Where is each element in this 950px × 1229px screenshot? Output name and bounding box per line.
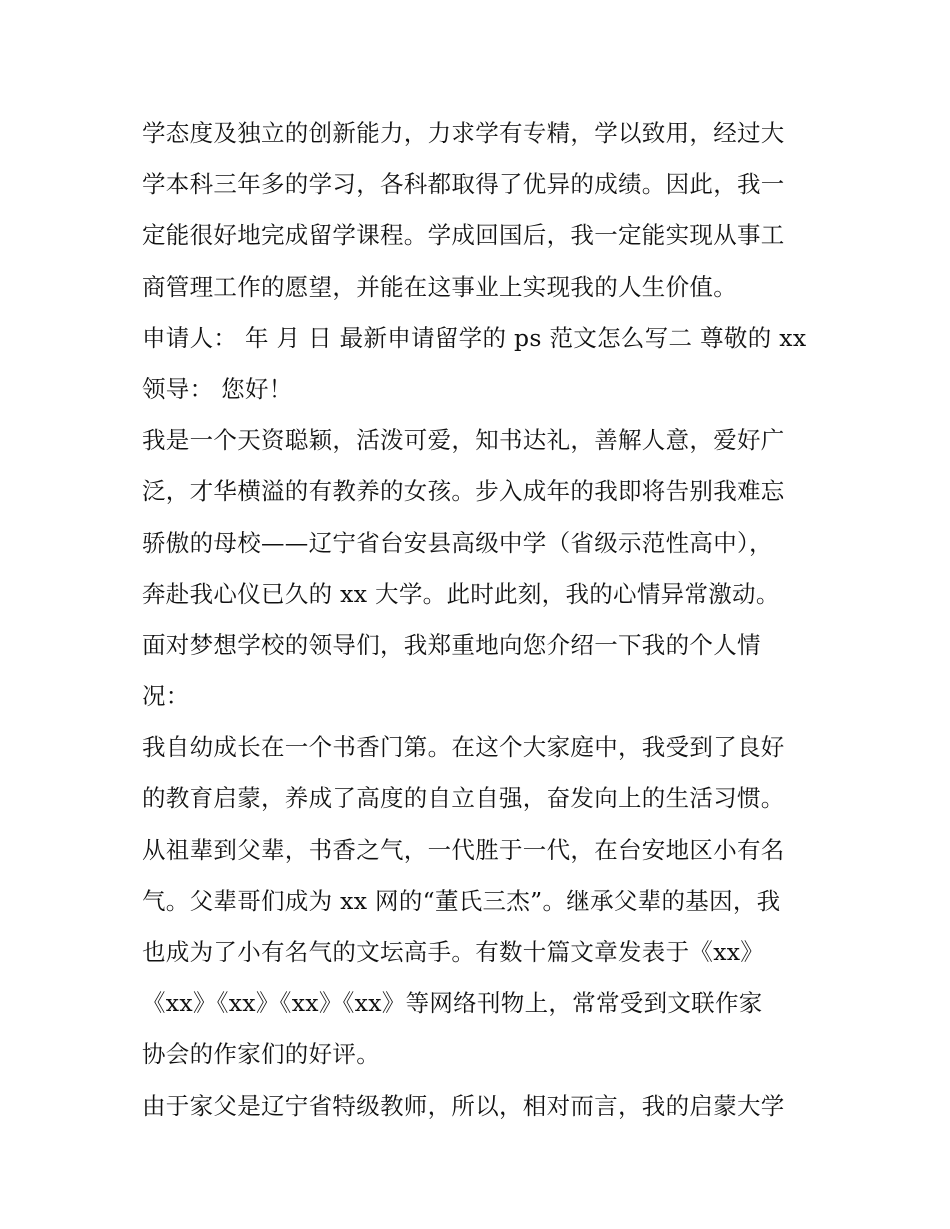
text-line: 协会的作家们的好评。 [142,1040,380,1069]
text-line: 领导： 您好！ [142,374,293,403]
text-line: 定能很好地完成留学课程。学成回国后，我一定能实现从事工 [142,221,785,250]
text-line: 学本科三年多的学习，各科都取得了优异的成绩。因此，我一 [142,170,785,199]
text-line: 况： [142,682,190,711]
text-line: 商管理工作的愿望，并能在这事业上实现我的人生价值。 [142,272,737,301]
text-line: 申请人： 年 月 日 最新申请留学的 ps 范文怎么写二 尊敬的 xx [142,323,807,352]
text-line: 气。父辈哥们成为 xx 网的“董氏三杰”。继承父辈的基因，我 [142,886,781,915]
text-line: 我是一个天资聪颖，活泼可爱，知书达礼，善解人意，爱好广 [142,426,785,455]
text-line: 也成为了小有名气的文坛高手。有数十篇文章发表于《xx》 [142,938,765,966]
text-line: 的教育启蒙，养成了高度的自立自强，奋发向上的生活习惯。 [142,784,785,813]
text-line: 学态度及独立的创新能力，力求学有专精，学以致用，经过大 [142,119,785,147]
text-line: 我自幼成长在一个书香门第。在这个大家庭中，我受到了良好 [142,733,785,762]
text-line: 从祖辈到父辈，书香之气，一代胜于一代，在台安地区小有名 [142,835,785,864]
text-line: 由于家父是辽宁省特级教师，所以，相对而言，我的启蒙大学 [142,1091,785,1120]
text-line: 骄傲的母校——辽宁省台安县高级中学（省级示范性高中）， [142,528,773,557]
text-line: 面对梦想学校的领导们，我郑重地向您介绍一下我的个人情 [142,630,761,659]
text-line: 奔赴我心仪已久的 xx 大学。此时此刻，我的心情异常激动。 [142,579,780,608]
body-text [142,108,822,1132]
text-line: 《xx》《xx》《xx》《xx》等网络刊物上，常常受到文联作家 [142,989,763,1018]
text-line: 泛，才华横溢的有教养的女孩。步入成年的我即将告别我难忘 [142,477,785,506]
